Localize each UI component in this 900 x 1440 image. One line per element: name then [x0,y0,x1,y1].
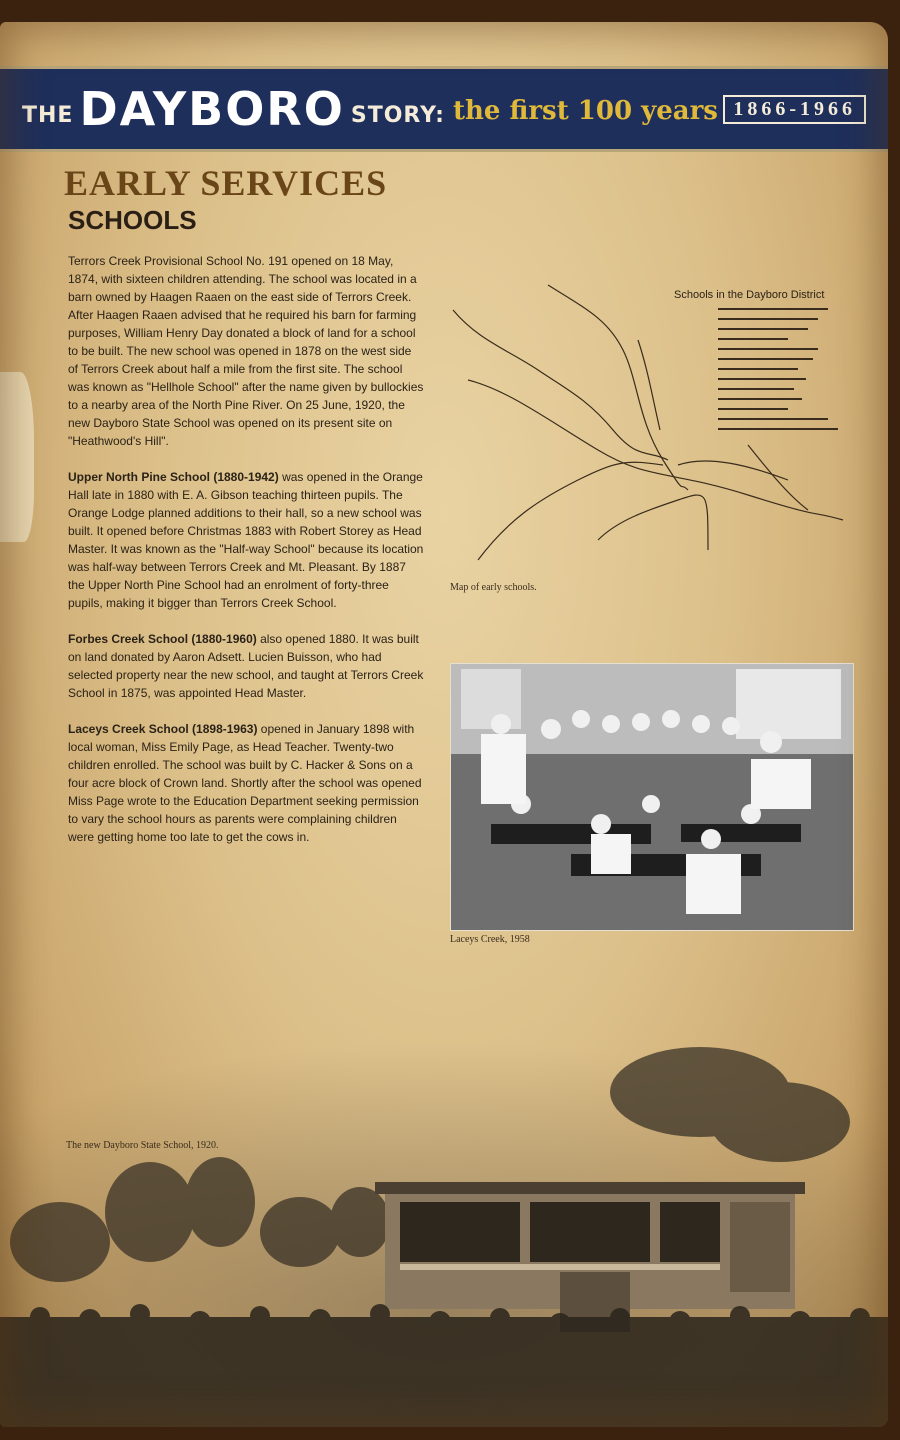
paragraph-laceys-creek: Laceys Creek School (1898-1963) opened in January 1898 with local woman, Miss Emily Page, as Head Teacher. Twenty-two children enrolled. The school was built by C. Hacker & Sons on a four acre block of Crown land. Shortly after the school was opened Miss Page wrote to the Education Department seeking permission to vary the school hours as parents were complaining children were getting home too late to get the cows in. [68,722,422,844]
section-title: SCHOOLS [68,205,197,235]
page-title: EARLY SERVICES [64,163,388,203]
schools-map [448,280,856,570]
paper-page [0,22,888,1427]
map-title: Schools in the Dayboro District [674,289,825,301]
text-column [68,252,424,864]
map-rivers [453,285,843,560]
banner-story: STORY: [350,102,445,128]
torn-paper-edge [0,372,34,542]
banner-the: THE [22,102,74,128]
photo-caption: Laceys Creek, 1958 [450,934,530,945]
banner-subtitle: the first 100 years [452,96,718,126]
banner-years: 1866-1966 [723,95,866,124]
paragraph-upper-north-pine: Upper North Pine School (1880-1942) was opened in the Orange Hall late in 1880 with E. A. Gibson teaching thirteen pupils. The Orange Lodge planned additions to their hall, so a new school was built. It opened before Christmas 1883 with Robert Storey as Head Master. It was known as the "Half-way School" because its location was half-way between Terrors Creek and Mt. Pleasant. By 1887 the Upper North Pine School had an enrolment of forty-three pupils, making it bigger than Terrors Creek School. [68,470,424,610]
classroom-photo [450,663,854,931]
paragraph-terrors-creek: Terrors Creek Provisional School No. 191 opened on 18 May, 1874, with sixteen children attending. The school was located in a barn owned by Haagen Raaen on the east side of Terrors Creek. After Haagen Raaen advised that he required his barn for farming purposes, William Henry Day donated a block of land for a school to be built. The new school was opened in 1878 on the west side of Terrors Creek about half a mile from the first site. The school was known as "Hellhole School" after the name given by bullockies to a nearby area of the North Pine River. On 25 June, 1920, the new Dayboro State School was opened on its present site on "Heathwood's Hill". [68,254,424,448]
school-photo-caption: The new Dayboro State School, 1920. [66,1140,219,1151]
map-legend-lines [718,308,838,430]
crowd [0,1304,888,1427]
title-banner [0,66,888,152]
paragraph-forbes-creek: Forbes Creek School (1880-1960) also opened 1880. It was built on land donated by Aaron Adsett. Lucien Buisson, who had selected property near the new school, and taught at Terrors Creek School in 1875, was appointed Head Master. [68,632,424,700]
banner-dayboro: DAYBORO [79,82,345,136]
map-caption: Map of early schools. [450,582,537,593]
dayboro-school-photo [0,1042,888,1427]
